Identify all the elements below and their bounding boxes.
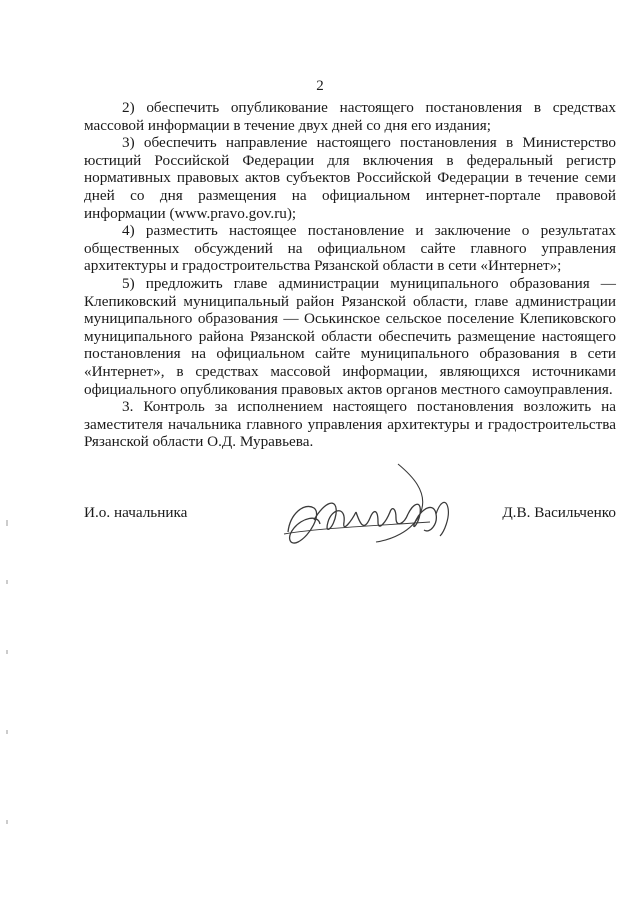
scan-margin-marks xyxy=(6,520,8,860)
paragraph-item-2: 2) обеспечить опубликование настоящего постановления в средствах массовой информации в течение двух дней со дня его издания; xyxy=(84,99,616,134)
signatory-role: И.о. начальника xyxy=(84,504,188,521)
paragraph-item-4: 4) разместить настоящее постановление и заключение о результатах общественных обсуждений на официальном сайте главного управления архитектуры и градостроительства Рязанской области в сети «Интернет»; xyxy=(84,222,616,275)
paragraph-item-3: 3) обеспечить направление настоящего постановления в Министерство юстиций Российской Федерации для включения в федеральный регистр нормативных правовых актов субъектов Российской Федерации в течение семи дней со дня размещения на официальном интернет-портале правовой информации (www.pravo.gov.ru); xyxy=(84,134,616,222)
signature-block xyxy=(84,462,616,572)
signatory-name: Д.В. Васильченко xyxy=(502,504,616,521)
page-number: 2 xyxy=(316,78,324,94)
handwritten-signature xyxy=(280,462,470,562)
paragraph-item-5: 5) предложить главе администрации муниципального образования — Клепиковский муниципальный район Рязанской области, главе администрации муниципального образования — Оськинское сельское поселение Клепиковского муниципального района Рязанской области обеспечить размещение настоящего постановления на официальном сайте муниципального образования в сети «Интернет», в средствах массовой информации, являющихся источниками официального опубликования правовых актов органов местного самоуправления. xyxy=(84,274,616,398)
paragraph-control: 3. Контроль за исполнением настоящего постановления возложить на заместителя начальника главного управления архитектуры и градостроительства Рязанской области О.Д. Муравьева. xyxy=(84,398,616,451)
document-body xyxy=(84,99,616,451)
